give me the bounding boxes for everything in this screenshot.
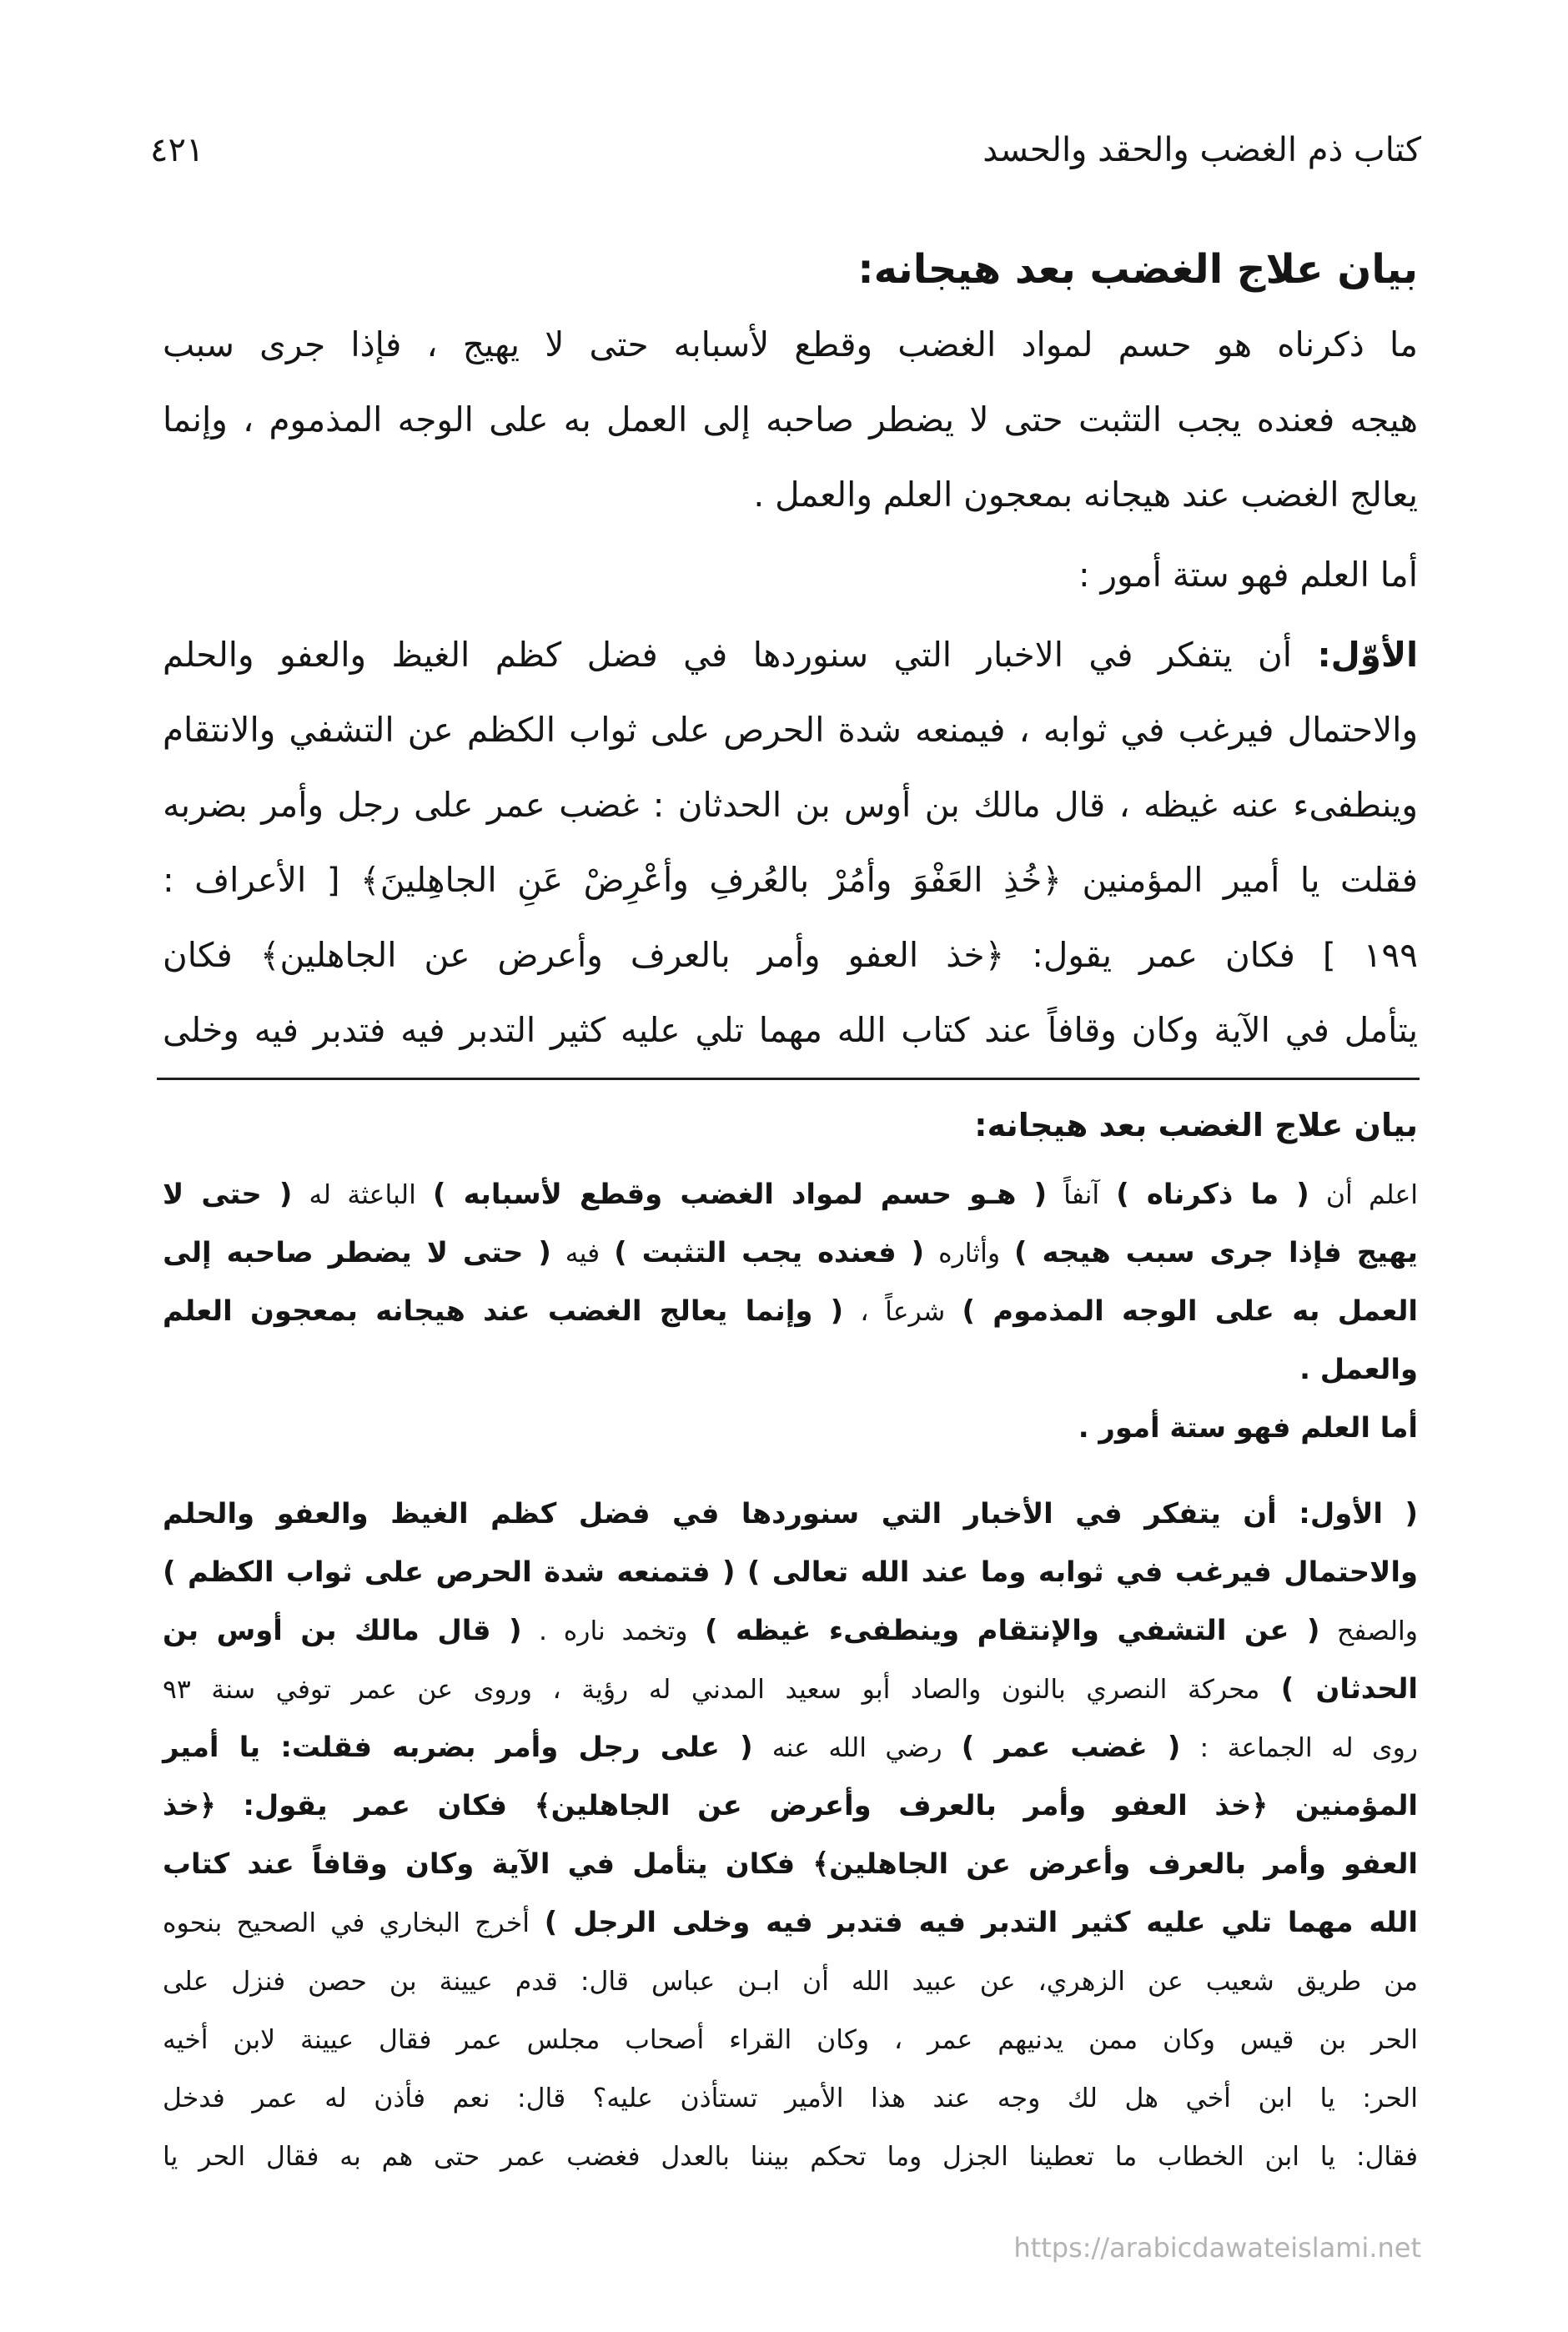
text-run: الحر بن قيس وكان ممن يدنيهم عمر ، وكان القراء أصحاب مجلس عمر فقال عيينة لابن أخيه [162, 2025, 1418, 2055]
bold-text-run: ( هـو حسم لمواد الغضب وقطع لأسبابه ) [433, 1178, 1048, 1210]
text-line [160, 1340, 1418, 1399]
bold-text-run: أما العلم فهو ستة أمور . [1078, 1411, 1418, 1444]
bold-text-run: العمل به على الوجه المذموم ) [962, 1294, 1418, 1327]
text-line [160, 2127, 1418, 2185]
text-line [160, 692, 1418, 767]
text-line [160, 382, 1418, 457]
text-line [160, 307, 1418, 382]
line-content [163, 710, 1418, 750]
bold-text-run: ( ما ذكرناه ) [1116, 1178, 1309, 1210]
running-header [150, 125, 1421, 175]
text-run: يتأمل في الآية وكان وقافاً عند كتاب الله مهما تلي عليه كثير التدبر فيه فتدبر فيه وخلى [163, 1010, 1418, 1050]
line-content [163, 860, 1418, 900]
text-run: فيه [565, 1239, 601, 1269]
bold-text-run: الحدثان ) [1280, 1672, 1418, 1705]
text-run: رضي الله عنه [771, 1733, 942, 1763]
line-content [163, 785, 1418, 825]
text-line [160, 1543, 1418, 1601]
text-line [160, 767, 1418, 842]
text-run: آنفاً [1063, 1180, 1100, 1210]
line-content [163, 1556, 1418, 1588]
text-line [160, 1399, 1418, 1457]
line-content [163, 324, 1418, 364]
line-content [163, 1236, 1418, 1269]
text-line [160, 1660, 1418, 1718]
line-content [163, 1789, 1418, 1822]
line-content [163, 400, 1418, 440]
bold-text-run: العفو وأمر بالعرف وأعرض عن الجاهلين﴾ فكان يتأمل في الآية وكان وقافاً عند كتاب [163, 1847, 1418, 1880]
text-run: محركة النصري بالنون والصاد أبو سعيد المدني له رؤية ، وروى عن عمر توفي سنة ٩٣ [162, 1675, 1260, 1705]
bold-text-run: ( على رجل وأمر بضربه فقلت: يا أمير [163, 1731, 753, 1763]
text-line [160, 842, 1418, 917]
text-run: من طريق شعيب عن الزهري، عن عبيد الله أن ابـن عباس قال: قدم عيينة بن حصن فنزل على [162, 1967, 1418, 1997]
bold-text-run: والاحتمال فيرغب في ثوابه وما عند الله تعالى ) ( فتمنعه شدة الحرص على ثواب الكظم ) [163, 1556, 1418, 1588]
text-run: والاحتمال فيرغب في ثوابه ، فيمنعه شدة الحرص على ثواب الكظم عن التشفي والانتقام [162, 710, 1418, 750]
line-content [163, 1847, 1418, 1880]
line-content [753, 475, 1418, 515]
text-run: روى له الجماعة : [1199, 1733, 1418, 1763]
text-run: وتخمد ناره . [539, 1616, 688, 1646]
line-content [163, 2139, 1418, 2172]
text-line [160, 1835, 1418, 1893]
line-content [163, 1731, 1418, 1763]
line-content [163, 635, 1418, 675]
text-line [160, 617, 1418, 692]
line-content [163, 1178, 1418, 1210]
section-heading: بيان علاج الغضب بعد هيجانه: [857, 246, 1418, 293]
text-run: يعالج الغضب عند هيجانه بمعجون العلم والعمل . [753, 475, 1418, 515]
line-content [163, 1614, 1418, 1646]
main-text-body [160, 307, 1418, 1068]
bold-text-run: الأوّل: [1317, 635, 1418, 675]
bold-text-run: ( فعنده يجب التثبت ) [614, 1236, 925, 1269]
text-line [160, 1718, 1418, 1777]
text-line [160, 1485, 1418, 1543]
line-content [163, 935, 1418, 975]
text-run: والصفح [1336, 1616, 1418, 1646]
bold-text-run: والعمل . [1299, 1353, 1418, 1385]
bold-text-run: ( غضب عمر ) [961, 1731, 1181, 1763]
text-line [160, 1165, 1418, 1224]
commentary-heading: بيان علاج الغضب بعد هيجانه: [974, 1107, 1418, 1143]
text-line [160, 917, 1418, 993]
text-line [160, 537, 1418, 612]
text-run: الحر: يا ابن أخي هل لك وجه عند هذا الأمير تستأذن عليه؟ قال: نعم فأذن له عمر فدخل [162, 2083, 1418, 2113]
paragraph [160, 307, 1418, 532]
paragraph [160, 1485, 1418, 2185]
paragraph [160, 1399, 1418, 1457]
text-line [160, 1601, 1418, 1660]
text-run: فقلت يا أمير المؤمنين ﴿خُذِ العَفْوَ وأمُرْ بالعُرفِ وأعْرِضْ عَنِ الجاهِلينَ﴾ [ الأعراف : [162, 860, 1418, 900]
running-title: كتاب ذم الغضب والحقد والحسد [983, 131, 1421, 169]
line-content [1078, 1411, 1418, 1444]
text-line [160, 1224, 1418, 1282]
text-run: الباعثة له [309, 1180, 416, 1210]
text-run: ١٩٩ ] فكان عمر يقول: ﴿خذ العفو وأمر بالعرف وأعرض عن الجاهلين﴾ فكان [162, 935, 1418, 975]
text-run: اعلم أن [1325, 1180, 1418, 1210]
text-run: شرعاً ، [860, 1297, 946, 1327]
text-line [160, 2068, 1418, 2127]
bold-text-run: الله مهما تلي عليه كثير التدبر فيه فتدبر فيه وخلى الرجل ) [544, 1906, 1418, 1938]
bold-text-run: ( قال مالك بن أوس بن [162, 1614, 522, 1646]
line-content [163, 2023, 1418, 2055]
text-line [160, 2010, 1418, 2068]
text-run: وأثاره [938, 1239, 1001, 1269]
text-line [160, 993, 1418, 1068]
line-content [163, 1010, 1418, 1050]
page-number: ٤٢١ [150, 131, 204, 169]
line-content [1078, 555, 1418, 595]
bold-text-run: ( عن التشفي والإنتقام وينطفىء غيظه ) [704, 1614, 1320, 1646]
text-line [160, 1282, 1418, 1340]
text-line [160, 1893, 1418, 1952]
text-line [160, 1952, 1418, 2010]
text-line [160, 1777, 1418, 1835]
line-content [163, 1672, 1418, 1705]
text-run: ما ذكرناه هو حسم لمواد الغضب وقطع لأسبابه حتى لا يهيج ، فإذا جرى سبب [163, 324, 1418, 364]
bold-text-run: ( الأول: أن يتفكر في الأخبار التي سنوردها في فضل كظم الغيظ والعفو والحلم [163, 1497, 1418, 1530]
separator-rule [157, 1078, 1420, 1080]
line-content [163, 1906, 1418, 1938]
line-content [163, 1497, 1418, 1530]
paragraph [160, 537, 1418, 612]
commentary-body [160, 1165, 1418, 2185]
line-content [163, 1294, 1418, 1327]
bold-text-run: المؤمنين ﴿خذ العفو وأمر بالعرف وأعرض عن الجاهلين﴾ فكان عمر يقول: ﴿خذ [162, 1789, 1418, 1822]
text-run: أن يتفكر في الاخبار التي سنوردها في فضل كظم الغيظ والعفو والحلم [162, 635, 1293, 675]
text-line [160, 457, 1418, 532]
text-run: وينطفىء عنه غيظه ، قال مالك بن أوس بن الحدثان : غضب عمر على رجل وأمر بضربه [163, 785, 1418, 825]
bold-text-run: ( وإنما يعالج الغضب عند هيجانه بمعجون العلم [163, 1294, 844, 1327]
paragraph [160, 1165, 1418, 1399]
line-content [163, 1964, 1418, 1997]
text-run: أما العلم فهو ستة أمور : [1078, 555, 1418, 595]
paragraph [160, 617, 1418, 1068]
watermark-url: https://arabicdawateislami.net [1013, 2232, 1421, 2264]
bold-text-run: ( حتى لا [163, 1178, 293, 1210]
text-run: أخرج البخاري في الصحيح بنحوه [162, 1908, 530, 1938]
line-content [1299, 1353, 1418, 1385]
line-content [163, 2081, 1418, 2113]
bold-text-run: ( حتى لا يضطر صاحبه إلى [163, 1236, 551, 1269]
bold-text-run: يهيج فإذا جرى سبب هيجه ) [1014, 1236, 1418, 1269]
text-run: هيجه فعنده يجب التثبت حتى لا يضطر صاحبه إلى العمل به على الوجه المذموم ، وإنما [163, 400, 1418, 440]
text-run: فقال: يا ابن الخطاب ما تعطينا الجزل وما تحكم بيننا بالعدل فغضب عمر حتى هم به فقال الحر يا [162, 2142, 1418, 2172]
